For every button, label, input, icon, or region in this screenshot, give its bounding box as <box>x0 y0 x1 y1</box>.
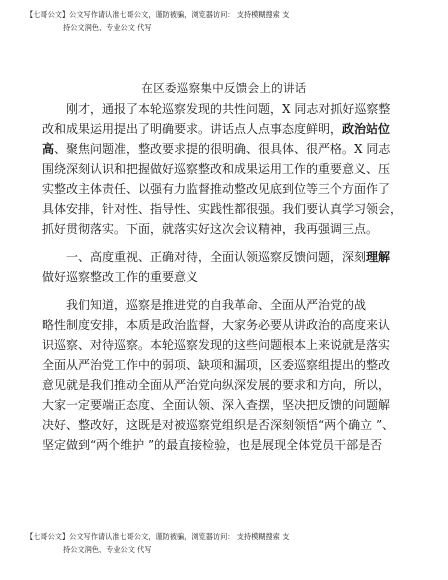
text-run: 大家一定要端正态度、全面认领、深入查摆，坚决把反馈的问题解 <box>42 398 391 412</box>
bold-text-run: 高 <box>42 142 55 156</box>
footer-banner <box>26 530 426 556</box>
text-line <box>42 99 408 119</box>
text-line <box>42 355 408 375</box>
text-line <box>42 335 408 355</box>
text-line <box>42 247 408 267</box>
text-line <box>42 159 408 179</box>
text-run: 抓好贯彻落实。下面，就落实好这次会议精神，我再强调三点。 <box>42 222 379 236</box>
text-line <box>42 315 408 335</box>
text-run: 做好巡察整改工作的重要意义 <box>42 270 199 284</box>
text-line <box>42 375 408 395</box>
header-banner <box>26 8 426 34</box>
document-title: 在区委巡察集中反馈会上的讲话 <box>141 81 307 95</box>
text-run: 实整改主体责任、以强有力监督推动整改见底到位等三个方面作了 <box>42 182 391 196</box>
text-run: 改和成果运用提出了明确要求。讲话点人点事态度鲜明， <box>42 122 343 136</box>
text-line <box>42 119 408 139</box>
text-line <box>42 219 408 239</box>
header-line-2: 持公文润色、专业公文 代写 <box>63 23 152 32</box>
text-run: 决好、整改好，这既是对被巡察党组织是否深刻领悟“两个确立 ”、 <box>42 418 395 432</box>
footer-line-1: 【七哥公文】公文写作请认准七哥公文，谨防被骗，浏览器访问： 支持模糊搜索 支 <box>26 532 290 541</box>
text-line <box>42 415 408 435</box>
document-body <box>42 99 408 455</box>
text-run: 我们知道，巡察是推进党的自我革命、全面从严治党的战 <box>66 298 367 312</box>
footer-line-2: 持公文润色、专业公文 代写 <box>63 545 152 554</box>
section-heading-1 <box>42 247 408 287</box>
paragraph-section-1 <box>42 295 408 455</box>
bold-text-run: 政治站位 <box>342 122 391 136</box>
bold-text-run: 理解 <box>366 250 391 264</box>
text-run: 略性制度安排，本质是政治监督，大家务必要从讲政治的高度来认 <box>42 318 391 332</box>
text-line <box>42 179 408 199</box>
header-line-1: 【七哥公文】公文写作请认准七哥公文，谨防被骗，浏览器访问： 支持模糊搜索 支 <box>26 10 290 19</box>
text-run: 坚定做到“两个维护 ”的最直接检验，也是展现全体党员干部是否 <box>42 438 383 452</box>
text-line <box>42 295 408 315</box>
text-run: 识巡察、对待巡察。本轮巡察发现的这些问题根本上来说就是落实 <box>42 338 391 352</box>
text-run: 一、高度重视、正确对待，全面认领巡察反馈问题，深刻 <box>66 250 367 264</box>
text-run: 围绕深刻认识和把握做好巡察整改和成果运用工作的重要意义、压 <box>42 162 391 176</box>
text-line <box>42 199 408 219</box>
text-line <box>42 435 408 455</box>
text-run: 具体安排，针对性、指导性、实践性都很强。我们要认真学习领会， <box>42 202 403 216</box>
text-line <box>42 267 408 287</box>
text-run: 、聚焦问题准，整改要求提的很明确、很具体、很严格。X 同志 <box>54 142 391 156</box>
paragraph-opening <box>42 99 408 239</box>
text-run: 刚才，通报了本轮巡察发现的共性问题，X 同志对抓好巡察整 <box>66 102 391 116</box>
text-run: 意见就是我们推动全面从严治党向纵深发展的要求和方向，所以， <box>42 378 391 392</box>
text-run: 全面从严治党工作中的弱项、缺项和漏项，区委巡察组提出的整改 <box>42 358 391 372</box>
text-line <box>42 395 408 415</box>
text-line <box>42 139 408 159</box>
